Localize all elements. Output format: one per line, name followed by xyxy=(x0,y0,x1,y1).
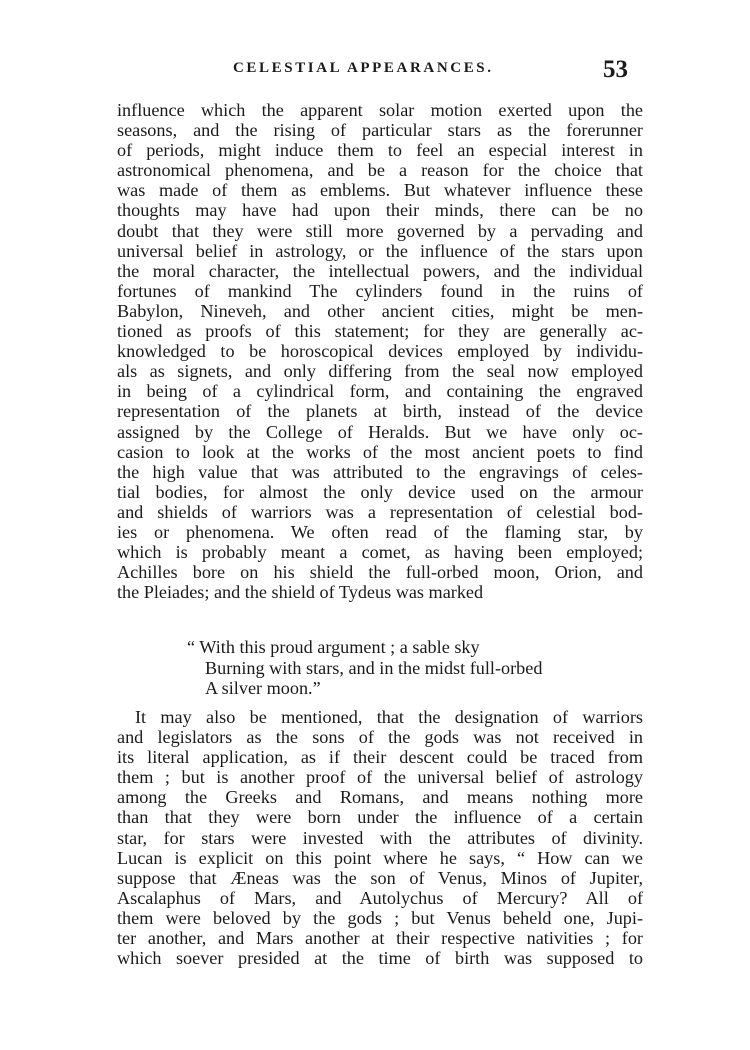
text-line: als as signets, and only differing from the seal now employed xyxy=(117,361,643,382)
text-line: which soever presided at the time of birth was supposed to xyxy=(117,948,643,969)
text-line: them were beloved by the gods ; but Venus beheld one, Jupi- xyxy=(117,907,643,928)
text-line: ies or phenomena. We often read of the flaming star, by xyxy=(117,521,643,542)
text-line: It may also be mentioned, that the designation of warriors xyxy=(135,707,643,727)
text-line: the moral character, the intellectual powers, and the individual xyxy=(117,260,643,281)
text-line: tioned as proofs of this statement; for they are generally ac- xyxy=(117,321,643,342)
text-line: seasons, and the rising of particular stars as the forerunner xyxy=(117,120,643,141)
text-line: the Pleiades; and the shield of Tydeus was marked xyxy=(117,582,484,603)
text-line: universal belief in astrology, or the influence of the stars upon xyxy=(117,240,643,261)
text-line: and legislators as the sons of the gods was not received in xyxy=(117,727,643,748)
text-line: knowledged to be horoscopical devices employed by individu- xyxy=(117,341,643,362)
text-line: tial bodies, for almost the only device used on the armour xyxy=(117,481,643,502)
text-line: Achilles bore on his shield the full-orbed moon, Orion, and xyxy=(117,562,643,583)
text-line: Lucan is explicit on this point where he says, “ How can we xyxy=(117,847,643,868)
paragraph-2 xyxy=(117,707,643,968)
page-number: 53 xyxy=(603,56,628,83)
text-line: doubt that they were still more governed by a pervading and xyxy=(117,220,643,241)
paragraph-1 xyxy=(117,100,643,602)
text-line: assigned by the College of Heralds. But we have only oc- xyxy=(117,421,643,442)
verse-line: Burning with stars, and in the midst full-orbed xyxy=(205,657,543,678)
verse-line: “ With this proud argument ; a sable sky xyxy=(187,637,480,657)
text-line: influence which the apparent solar motion exerted upon the xyxy=(117,100,643,120)
text-line: suppose that Æneas was the son of Venus, Minos of Jupiter, xyxy=(117,867,643,888)
text-line: Ascalaphus of Mars, and Autolychus of Mercury? All of xyxy=(117,887,643,908)
text-line: Babylon, Nineveh, and other ancient cities, might be men- xyxy=(117,300,643,321)
text-line: and shields of warriors was a representation of celestial bod- xyxy=(117,501,643,522)
text-line: of periods, might induce them to feel an especial interest in xyxy=(117,140,643,161)
verse-line: A silver moon.” xyxy=(205,678,321,698)
text-line: in being of a cylindrical form, and containing the engraved xyxy=(117,381,643,402)
text-line: them ; but is another proof of the universal belief of astrology xyxy=(117,767,643,788)
text-line: representation of the planets at birth, instead of the device xyxy=(117,401,643,422)
text-line: than that they were born under the influence of a certain xyxy=(117,807,643,828)
text-line: was made of them as emblems. But whatever influence these xyxy=(117,180,643,201)
text-line: ter another, and Mars another at their respective nativities ; for xyxy=(117,928,643,949)
text-line: astronomical phenomena, and be a reason for the choice that xyxy=(117,160,643,181)
text-line: which is probably meant a comet, as having been employed; xyxy=(117,542,643,563)
text-line: among the Greeks and Romans, and means nothing more xyxy=(117,787,643,808)
text-line: fortunes of mankind The cylinders found in the ruins of xyxy=(117,280,643,301)
text-line: star, for stars were invested with the attributes of divinity. xyxy=(117,827,643,848)
running-head: CELESTIAL APPEARANCES. xyxy=(233,60,494,76)
text-line: casion to look at the works of the most ancient poets to find xyxy=(117,441,643,462)
text-line: thoughts may have had upon their minds, there can be no xyxy=(117,200,643,221)
verse-quotation xyxy=(187,637,542,699)
text-line: its literal application, as if their descent could be traced from xyxy=(117,747,643,768)
text-line: the high value that was attributed to the engravings of celes- xyxy=(117,461,643,482)
